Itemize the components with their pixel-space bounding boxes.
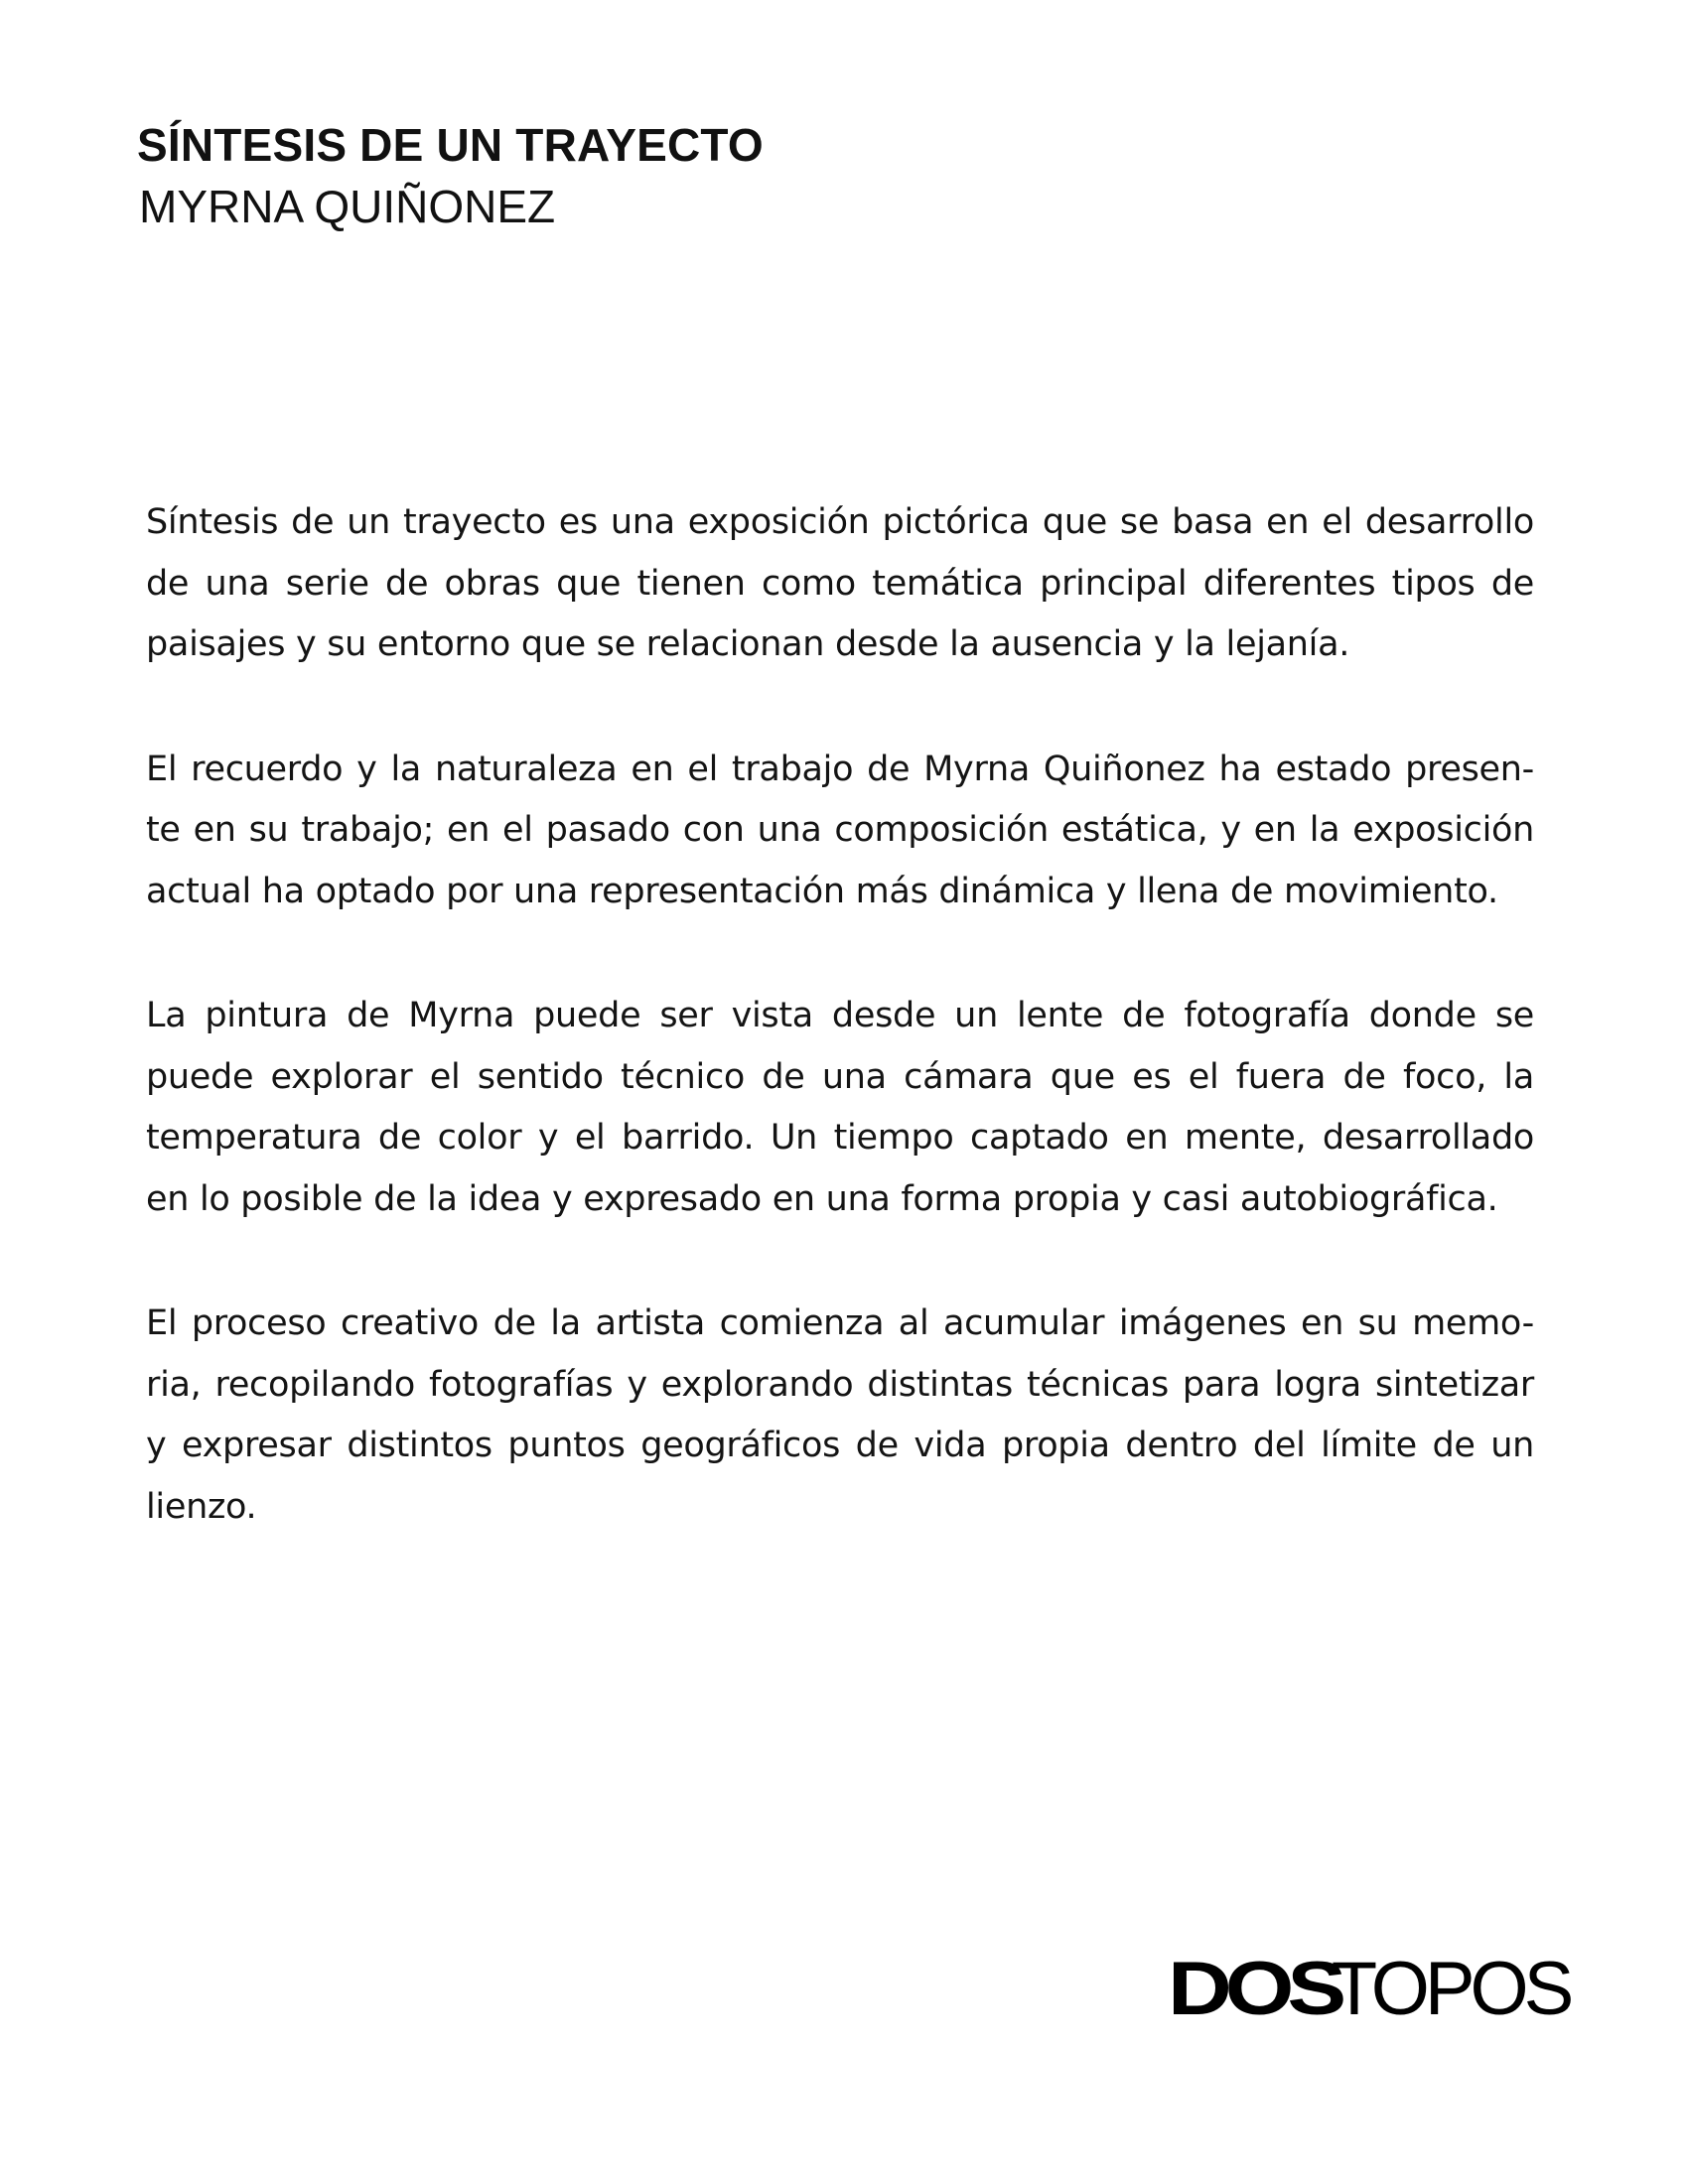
- paragraph-2: [146, 740, 1534, 923]
- paragraph-line: ria, recopilando fotografías y explorando distintas técnicas para logra sintetizar: [146, 1364, 1534, 1405]
- paragraph-line: El recuerdo y la naturaleza en el trabajo de Myrna Quiñonez ha estado presen-: [146, 749, 1534, 789]
- paragraph-line: lienzo.: [146, 1486, 257, 1527]
- exhibition-title: SÍNTESIS DE UN TRAYECTO: [137, 119, 764, 171]
- document-header: [137, 117, 1428, 234]
- paragraph-line: La pintura de Myrna puede ser vista desde un lente de fotografía donde se: [146, 996, 1534, 1035]
- paragraph-line: El proceso creativo de la artista comienza al acumular imágenes en su memo-: [146, 1303, 1534, 1343]
- paragraph-line: te en su trabajo; en el pasado con una composición estática, y en la exposición: [146, 810, 1534, 850]
- logo-bold-text: DOS: [1168, 1947, 1340, 2031]
- paragraph-line: temperatura de color y el barrido. Un tiempo captado en mente, desarrollado: [146, 1118, 1534, 1158]
- paragraph-3: [146, 986, 1534, 1230]
- paragraph-line: y expresar distintos puntos geográficos de vida propia dentro del límite de un: [146, 1426, 1534, 1465]
- paragraph-line: paisajes y su entorno que se relacionan desde la ausencia y la lejanía.: [146, 624, 1350, 664]
- exhibition-description: [146, 492, 1534, 1601]
- paragraph-4: [146, 1294, 1534, 1538]
- paragraph-line: en lo posible de la idea y expresado en una forma propia y casi autobiográfica.: [146, 1178, 1498, 1219]
- paragraph-line: puede explorar el sentido técnico de una cámara que es el fuera de foco, la: [146, 1056, 1534, 1097]
- artist-name: MYRNA QUIÑONEZ: [139, 181, 556, 232]
- paragraph-line: Síntesis de un trayecto es una exposición pictórica que se basa en el desarrollo: [146, 502, 1534, 542]
- paragraph-line: de una serie de obras que tienen como temática principal diferentes tipos de: [146, 563, 1534, 604]
- dostopos-logo: [1168, 1946, 1570, 2031]
- paragraph-1: [146, 492, 1534, 676]
- logo-light-text: TOPOS: [1331, 1947, 1570, 2031]
- paragraph-line: actual ha optado por una representación más dinámica y llena de movimiento.: [146, 871, 1498, 911]
